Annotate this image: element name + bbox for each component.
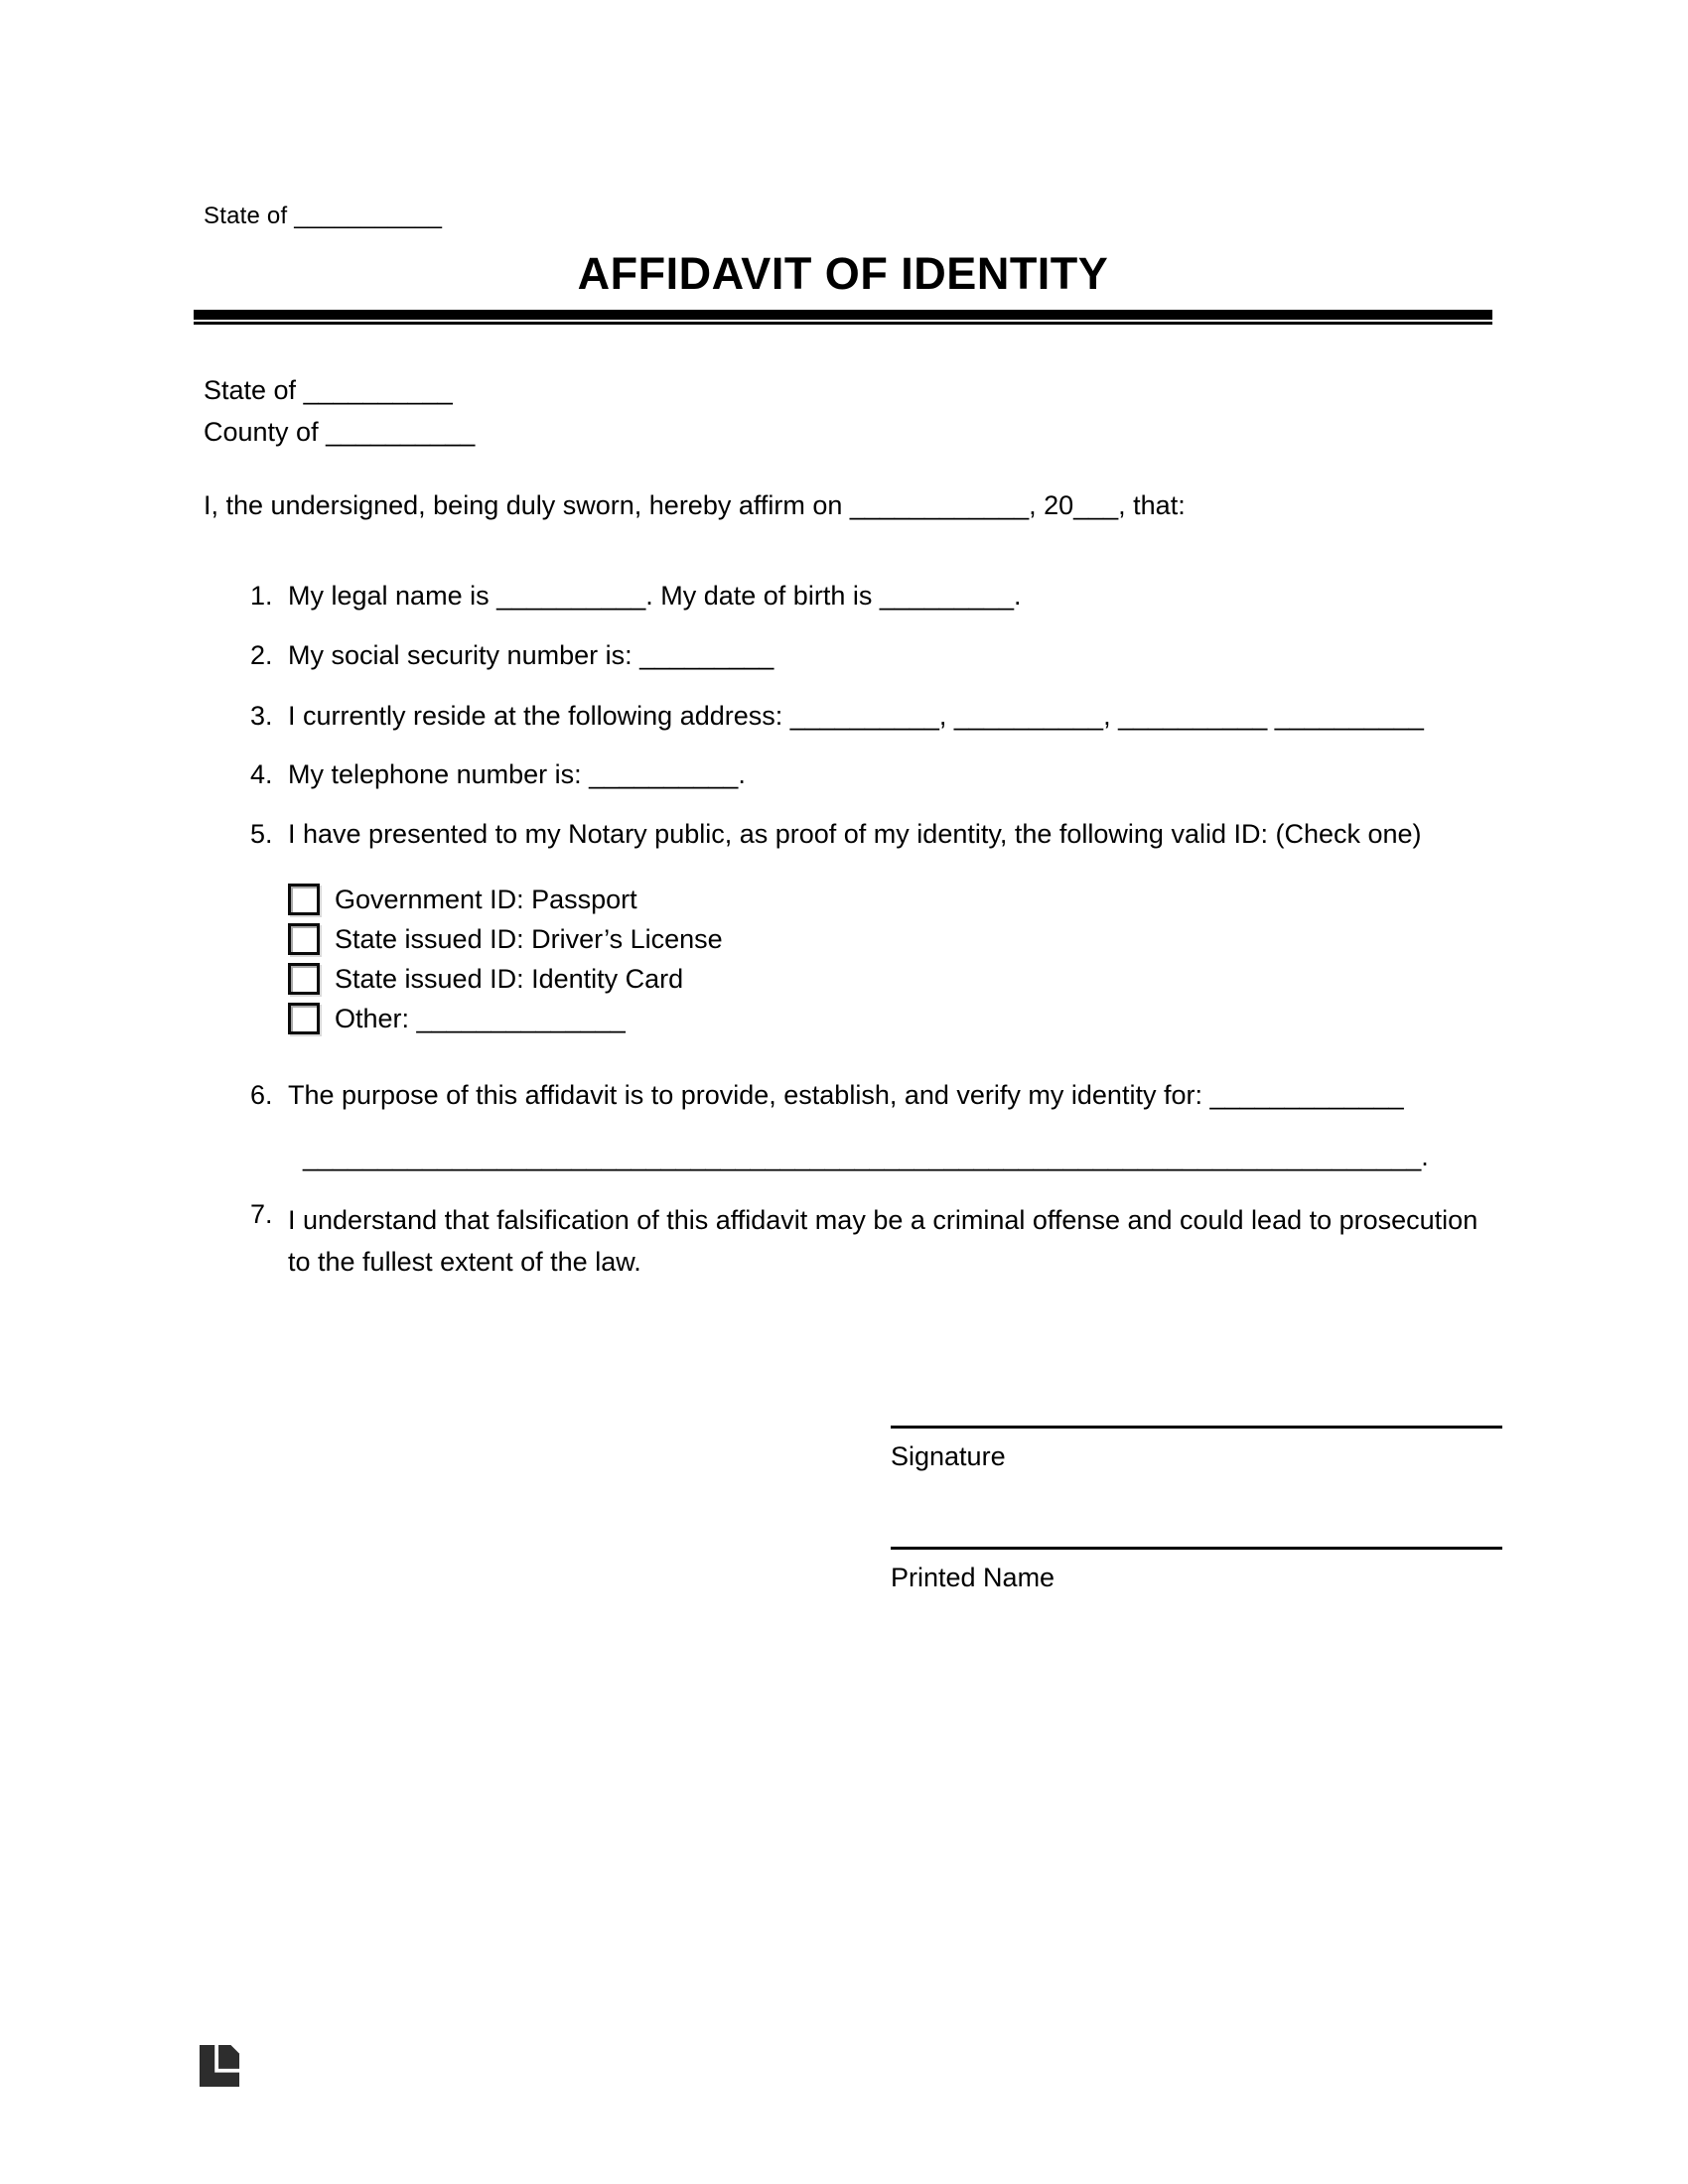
checkbox-state-id-drivers-license[interactable] <box>288 923 320 955</box>
printed-name-line <box>891 1547 1502 1550</box>
affidavit-item-2 <box>250 640 1541 671</box>
id-option-identity-card <box>288 959 683 999</box>
legal-templates-logo <box>199 2045 240 2087</box>
id-option-passport <box>288 880 637 919</box>
item-number: 3. <box>250 701 273 731</box>
id-option-drivers-license <box>288 919 723 959</box>
item-number: 6. <box>250 1080 273 1110</box>
purpose-continuation-line: ___________________________________________________________________________. <box>303 1142 1429 1171</box>
checkbox-state-id-identity-card[interactable] <box>288 963 320 995</box>
signature-label: Signature <box>891 1441 1006 1471</box>
signature-line <box>891 1426 1502 1429</box>
logo-icon <box>199 2045 240 2087</box>
affidavit-item-1 <box>250 581 1541 612</box>
document-title: AFFIDAVIT OF IDENTITY <box>577 248 1109 299</box>
rule-thick-bar <box>194 310 1492 320</box>
item-text: My telephone number is: __________. <box>288 759 746 789</box>
affidavit-item-5 <box>250 819 1541 850</box>
rule-thin-bar <box>194 322 1492 325</box>
jurisdiction-block <box>204 369 475 453</box>
id-option-other <box>288 999 626 1038</box>
item-text: I understand that falsification of this affidavit may be a criminal offense and could lead to prosecution to the fullest extent of the law. <box>288 1205 1478 1277</box>
item-number: 1. <box>250 581 273 611</box>
item-number: 5. <box>250 819 273 849</box>
item-number: 7. <box>250 1199 273 1229</box>
state-of-line: State of __________ <box>204 375 453 405</box>
affidavit-item-7 <box>250 1199 1499 1283</box>
county-of-line: County of __________ <box>204 417 476 447</box>
item-text: My legal name is __________. My date of birth is _________. <box>288 581 1022 611</box>
item-text: I currently reside at the following address: __________, __________, __________ __________ <box>288 701 1424 731</box>
checkbox-label: State issued ID: Identity Card <box>335 963 684 994</box>
checkbox-label: State issued ID: Driver’s License <box>335 923 723 954</box>
item-number: 4. <box>250 759 273 789</box>
affirmation-line: I, the undersigned, being duly sworn, hereby affirm on ____________, 20___, that: <box>204 490 1186 520</box>
state-of-top-line: State of ___________ <box>204 203 443 229</box>
checkbox-label: Other: ______________ <box>335 1003 626 1033</box>
title-divider-rule <box>194 310 1492 325</box>
affidavit-item-4 <box>250 759 1541 790</box>
checkbox-government-id-passport[interactable] <box>288 884 320 915</box>
printed-name-label: Printed Name <box>891 1563 1055 1592</box>
checkbox-label: Government ID: Passport <box>335 884 637 914</box>
item-text: I have presented to my Notary public, as proof of my identity, the following valid ID: (Check one) <box>288 819 1422 849</box>
item-text: My social security number is: _________ <box>288 640 774 670</box>
affidavit-item-6 <box>250 1080 1541 1111</box>
affidavit-item-3 <box>250 701 1541 732</box>
item-text: The purpose of this affidavit is to provide, establish, and verify my identity for: _____________ <box>288 1080 1404 1110</box>
item-number: 2. <box>250 640 273 670</box>
checkbox-other-id[interactable] <box>288 1003 320 1034</box>
